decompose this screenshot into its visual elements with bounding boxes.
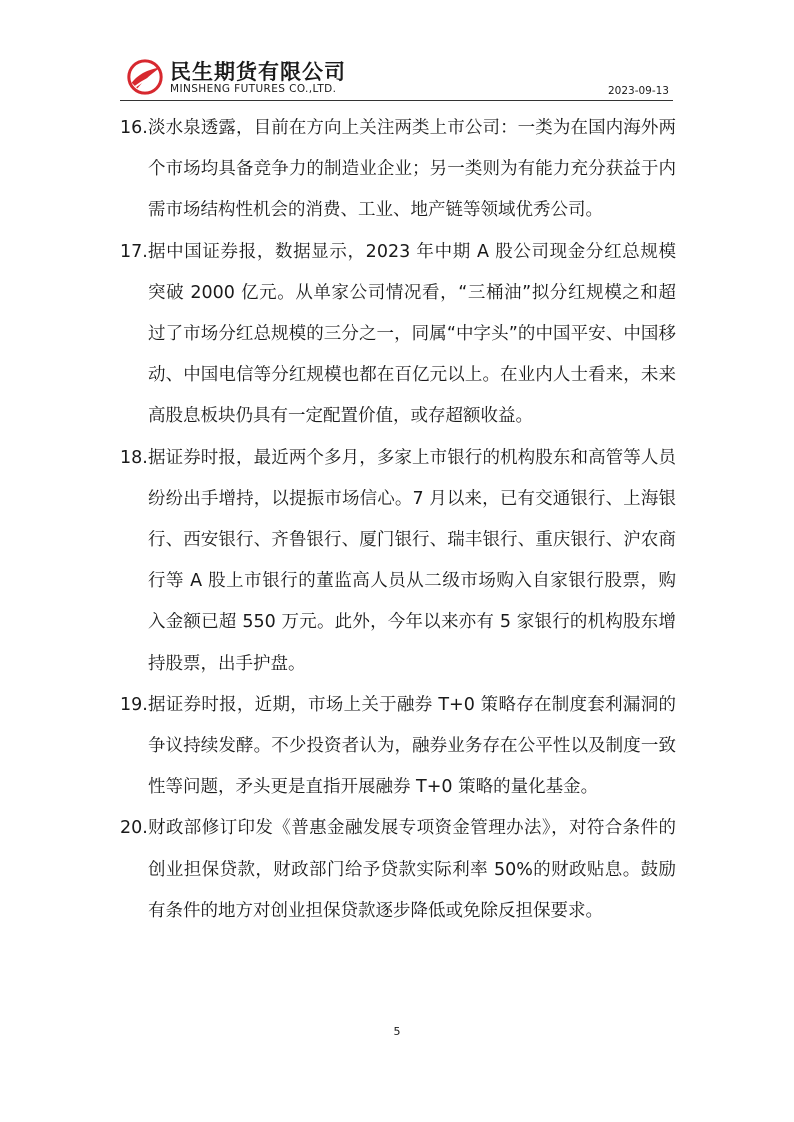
- item-text: 据证券时报，最近两个多月，多家上市银行的机构股东和高管等人员纷纷出手增持，以提振市场信心。7 月以来，已有交通银行、上海银行、西安银行、齐鲁银行、厦门银行、瑞丰银行、重庆银行、沪农商行等 A 股上市银行的董监高人员从二级市场购入自家银行股票，购入金额已超 550 万元。此外，今年以来亦有 5 家银行的机构股东增持股票，出手护盘。: [148, 447, 676, 674]
- item-number: 19.: [120, 694, 148, 715]
- item-text: 淡水泉透露，目前在方向上关注两类上市公司：一类为在国内海外两个市场均具备竞争力的制造业企业；另一类则为有能力充分获益于内需市场结构性机会的消费、工业、地产链等领域优秀公司。: [148, 118, 676, 221]
- company-name-en: MINSHENG FUTURES CO.,LTD.: [170, 83, 337, 95]
- item-number: 16.: [120, 118, 148, 138]
- item-text: 据证券时报，近期，市场上关于融券 T+0 策略存在制度套利漏洞的争议持续发酵。不少投资者认为，融券业务存在公平性以及制度一致性等问题，矛头更是直指开展融券 T+0 策略的量化基金。: [148, 694, 676, 798]
- item-text: 据中国证券报，数据显示，2023 年中期 A 股公司现金分红总规模突破 2000 亿元。从单家公司情况看，“三桶油”拟分红规模之和超过了市场分红总规模的三分之一，同属“中字头”的中国平安、中国移动、中国电信等分红规模也都在百亿元以上。在业内人士看来，未来高股息板块仍具有一定配置价值，或存超额收益。: [148, 241, 676, 427]
- list-item: [120, 108, 676, 232]
- header-divider: [120, 100, 673, 101]
- page-number: 5: [393, 1025, 401, 1038]
- item-number: 18.: [120, 447, 148, 468]
- item-number: 20.: [120, 818, 148, 839]
- news-list: [120, 108, 676, 932]
- list-item: [120, 685, 676, 809]
- report-date: 2023-09-13: [607, 85, 669, 97]
- minsheng-logo-icon: [126, 58, 164, 96]
- item-number: 17.: [120, 241, 148, 262]
- company-name-cn: 民生期货有限公司: [170, 60, 346, 84]
- page-header: [120, 52, 673, 102]
- item-text: 财政部修订印发《普惠金融发展专项资金管理办法》，对符合条件的创业担保贷款，财政部门给予贷款实际利率 50%的财政贴息。鼓励有条件的地方对创业担保贷款逐步降低或免除反担保要求。: [148, 818, 676, 921]
- list-item: [120, 232, 676, 438]
- list-item: [120, 438, 676, 685]
- list-item: [120, 808, 676, 932]
